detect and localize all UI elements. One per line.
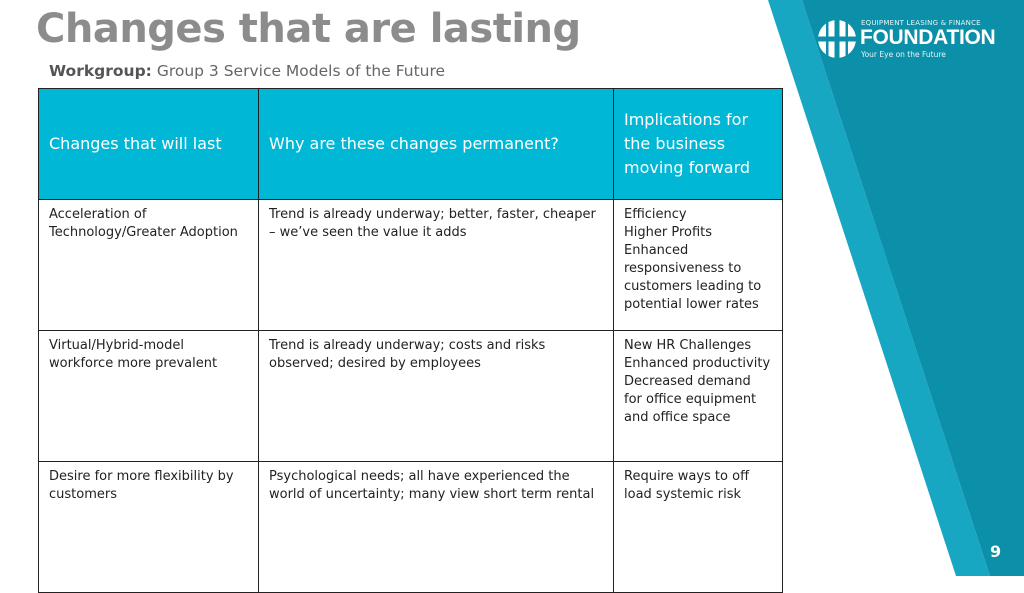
logo-tagline: Your Eye on the Future — [861, 50, 946, 59]
table-row — [39, 200, 783, 331]
implication-item: Require ways to off load systemic risk — [624, 469, 750, 502]
implication-item: Enhanced responsiveness to customers leading to potential lower rates — [624, 243, 762, 312]
header-changes: Changes that will last — [39, 89, 259, 200]
implication-item: Enhanced productivity — [624, 356, 771, 371]
logo-main-text: FOUNDATION — [860, 26, 996, 49]
implication-item: Efficiency — [624, 207, 687, 222]
logo-top-text: EQUIPMENT LEASING & FINANCE — [861, 19, 981, 27]
implication-item: Higher Profits — [624, 225, 713, 240]
cell-change: Desire for more flexibility by customers — [39, 462, 259, 593]
implication-item: Decreased demand for office equipment and office space — [624, 374, 757, 425]
cell-change: Acceleration of Technology/Greater Adoption — [39, 200, 259, 331]
header-why: Why are these changes permanent? — [259, 89, 614, 200]
workgroup-label: Workgroup: — [49, 62, 152, 80]
implication-item: New HR Challenges — [624, 338, 752, 353]
cell-why: Trend is already underway; costs and risks observed; desired by employees — [259, 331, 614, 462]
cell-change: Virtual/Hybrid-model workforce more prevalent — [39, 331, 259, 462]
changes-table — [38, 88, 783, 593]
foundation-logo — [817, 18, 1007, 62]
workgroup-value: Group 3 Service Models of the Future — [156, 62, 446, 80]
cell-why: Trend is already underway; better, faster, cheaper – we’ve seen the value it adds — [259, 200, 614, 331]
cell-implications — [614, 331, 783, 462]
stripe-dark — [802, 0, 1024, 576]
page-title: Changes that are lasting — [36, 6, 581, 52]
cell-implications — [614, 200, 783, 331]
page-number: 9 — [990, 542, 1002, 561]
table-header-row — [39, 89, 783, 200]
workgroup-line — [49, 62, 445, 80]
header-implications: Implications for the business moving forward — [614, 89, 783, 200]
table-row — [39, 462, 783, 593]
cell-why: Psychological needs; all have experienced the world of uncertainty; many view short term rental — [259, 462, 614, 593]
cell-implications — [614, 462, 783, 593]
table-row — [39, 331, 783, 462]
globe-icon — [817, 18, 859, 60]
